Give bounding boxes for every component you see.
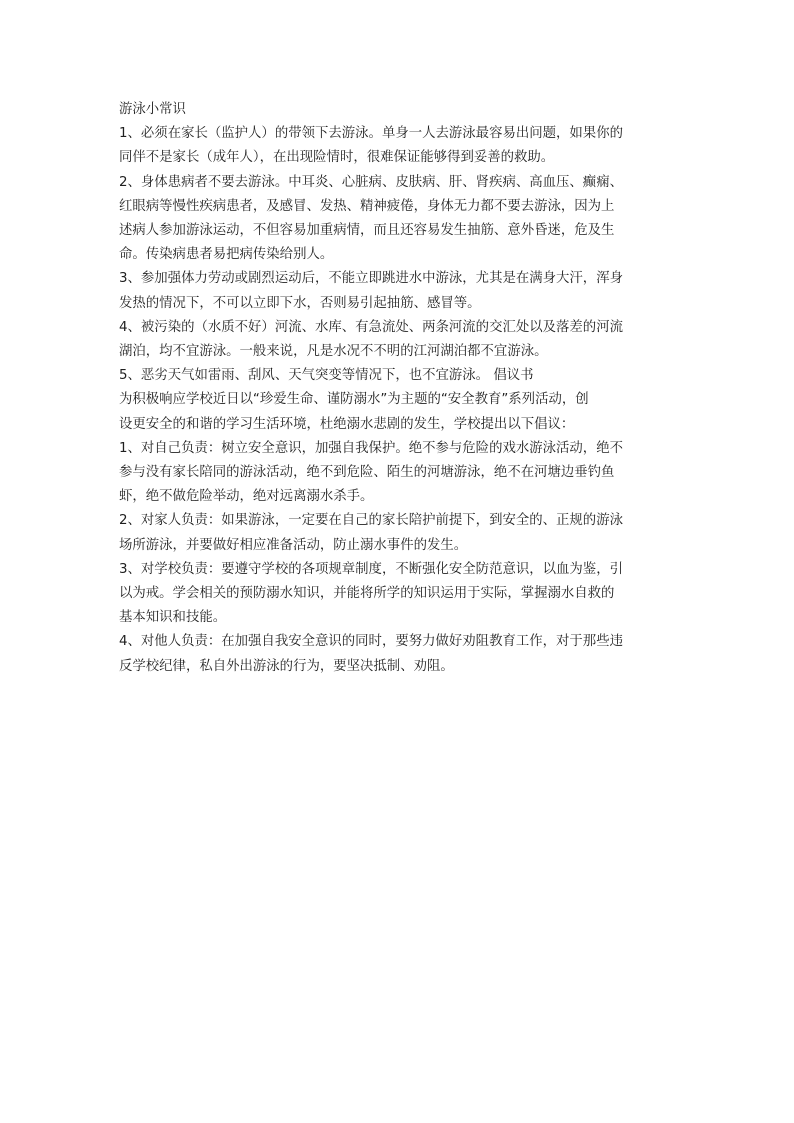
text-line: 3、对学校负责：要遵守学校的各项规章制度，不断强化安全防范意识，以血为鉴，引 <box>119 561 623 577</box>
text-line: 红眼病等慢性疾病患者，及感冒、发热、精神疲倦，身体无力都不要去游泳，因为上 <box>119 198 615 214</box>
text-line: 反学校纪律，私自外出游泳的行为，要坚决抵制、劝阻。 <box>119 658 454 674</box>
document-body <box>119 98 675 679</box>
document-title: 游泳小常识 <box>119 102 186 117</box>
text-line: 4、对他人负责：在加强自我安全意识的同时，要努力做好劝阻教育工作，对于那些违 <box>119 634 623 650</box>
text-line: 参与没有家长陪同的游泳活动，绝不到危险、陌生的河塘游泳，绝不在河塘边垂钓鱼 <box>119 465 615 481</box>
text-line: 述病人参加游泳运动，不但容易加重病情，而且还容易发生抽筋、意外昏迷，危及生 <box>119 223 615 239</box>
text-line: 同伴不是家长（成年人），在出现险情时，很难保证能够得到妥善的救助。 <box>119 150 555 166</box>
text-line: 基本知识和技能。 <box>119 610 227 626</box>
text-line: 为积极响应学校近日以“珍爱生命、谨防溺水”为主题的“安全教育”系列活动，创 <box>119 392 589 408</box>
text-line: 2、身体患病者不要去游泳。中耳炎、心脏病、皮肤病、肝、肾疾病、高血压、癫痫、 <box>119 174 623 190</box>
text-line: 5、恶劣天气如雷雨、刮风、天气突变等情况下，也不宜游泳。 倡议书 <box>119 368 534 384</box>
text-line: 发热的情况下，不可以立即下水，否则易引起抽筋、感冒等。 <box>119 295 481 311</box>
text-line: 虾，绝不做危险举动，绝对远离溺水杀手。 <box>119 489 374 505</box>
text-line: 3、参加强体力劳动或剧烈运动后，不能立即跳进水中游泳，尤其是在满身大汗，浑身 <box>119 271 623 287</box>
text-line: 以为戒。学会相关的预防溺水知识，并能将所学的知识运用于实际，掌握溺水自救的 <box>119 586 615 602</box>
text-line: 4、被污染的（水质不好）河流、水库、有急流处、两条河流的交汇处以及落差的河流 <box>119 319 623 335</box>
text-line: 湖泊，均不宜游泳。一般来说，凡是水况不不明的江河湖泊都不宜游泳。 <box>119 344 548 360</box>
text-line: 1、必须在家长（监护人）的带领下去游泳。单身一人去游泳最容易出问题，如果你的 <box>119 126 623 142</box>
text-line: 设更安全的和谐的学习生活环境，杜绝溺水悲剧的发生，学校提出以下倡议： <box>119 416 575 432</box>
text-line: 场所游泳，并要做好相应准备活动，防止溺水事件的发生。 <box>119 537 468 553</box>
text-line: 命。传染病患者易把病传染给别人。 <box>119 247 334 263</box>
text-line: 2、对家人负责：如果游泳，一定要在自己的家长陪护前提下，到安全的、正规的游泳 <box>119 513 623 529</box>
text-line: 1、对自己负责：树立安全意识，加强自我保护。绝不参与危险的戏水游泳活动，绝不 <box>119 440 623 456</box>
